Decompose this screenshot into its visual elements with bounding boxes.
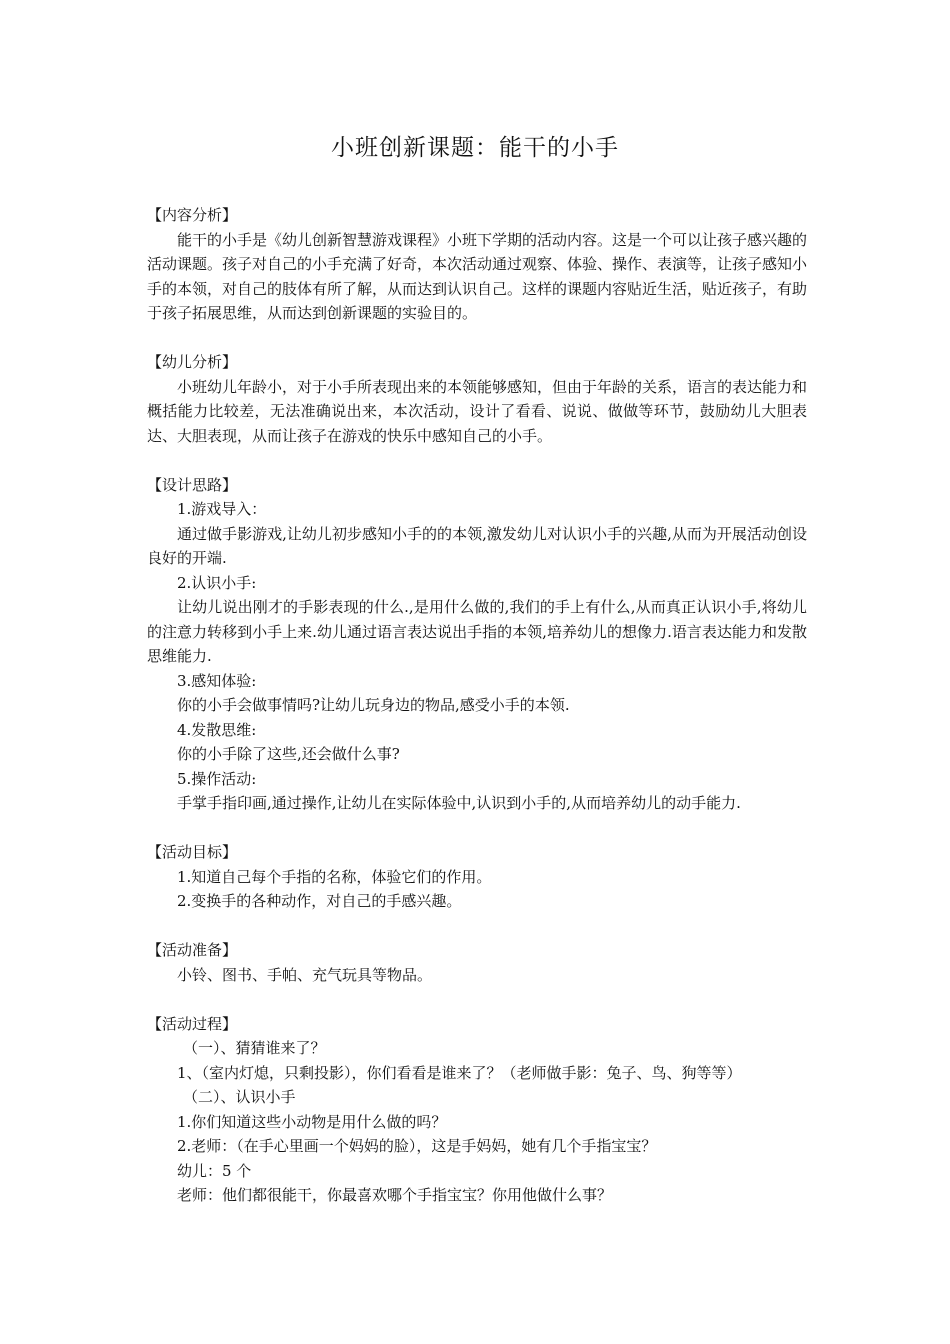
process-line: 1.你们知道这些小动物是用什么做的吗？: [177, 1112, 447, 1131]
section-heading: 【活动目标】: [147, 843, 238, 861]
design-item-label: 2.认识小手:: [177, 573, 257, 592]
section-heading: 【设计思路】: [147, 475, 238, 494]
page-title: 小班创新课题：能干的小手: [331, 135, 619, 161]
process-line: （一）、猜猜谁来了？: [183, 1039, 326, 1057]
design-item-label: 4.发散思维:: [177, 720, 257, 739]
section-design: [147, 473, 807, 816]
section-heading: 【内容分析】: [147, 206, 238, 224]
design-item-label: 5.操作活动:: [177, 769, 257, 788]
section-heading: 【活动准备】: [147, 941, 238, 959]
process-line: 1、（室内灯熄，只剩投影），你们看看是谁来了？（老师做手影：兔子、鸟、狗等等）: [177, 1063, 742, 1082]
design-item-label: 1.游戏导入：: [177, 500, 267, 518]
design-item-text: 你的小手除了这些,还会做什么事?: [177, 745, 400, 763]
section-heading: 【活动过程】: [147, 1014, 238, 1033]
section-paragraph: 能干的小手是《幼儿创新智慧游戏课程》小班下学期的活动内容。这是一个可以让孩子感兴趣的活动课题。孩子对自己的小手充满了好奇，本次活动通过观察、体验、操作、表演等，让孩子感知小手的本领，对自己的肢体有所了解，从而达到认识自己。这样的课题内容贴近生活，贴近孩子，有助于孩子拓展思维，从而达到创新课题的实验目的。: [147, 230, 808, 322]
process-line: 老师：他们都很能干，你最喜欢哪个手指宝宝？你用他做什么事？: [177, 1186, 613, 1204]
design-item-label: 3.感知体验:: [177, 671, 257, 690]
process-line: （二）、认识小手: [183, 1088, 296, 1106]
design-item-text: 你的小手会做事情吗?让幼儿玩身边的物品,感受小手的本领.: [177, 696, 570, 714]
section-goals: [147, 840, 807, 914]
goal-item: 2.变换手的各种动作，对自己的手感兴趣。: [177, 892, 462, 910]
section-preparation: [147, 938, 807, 987]
section-paragraph: 小班幼儿年龄小，对于小手所表现出来的本领能够感知，但由于年龄的关系，语言的表达能力和概括能力比较差，无法准确说出来，本次活动，设计了看看、说说、做做等环节，鼓励幼儿大胆表达、大胆表现，从而让孩子在游戏的快乐中感知自己的小手。: [147, 377, 808, 445]
section-process: [147, 1012, 807, 1208]
section-content-analysis: [147, 203, 807, 326]
design-item-text: 手掌手指印画,通过操作,让幼儿在实际体验中,认识到小手的,从而培养幼儿的动手能力.: [177, 794, 741, 812]
preparation-text: 小铃、图书、手帕、充气玩具等物品。: [177, 965, 433, 984]
goal-item: 1.知道自己每个手指的名称，体验它们的作用。: [177, 867, 492, 886]
section-child-analysis: [147, 350, 807, 448]
section-heading: 【幼儿分析】: [147, 353, 238, 371]
process-line: 2.老师：（在手心里画一个妈妈的脸），这是手妈妈，她有几个手指宝宝？: [177, 1137, 657, 1155]
design-item-text: 通过做手影游戏,让幼儿初步感知小手的的本领,激发幼儿对认识小手的兴趣,从而为开展活动创设良好的开端.: [147, 524, 807, 567]
process-line: 幼儿：5 个: [177, 1161, 252, 1180]
design-item-text: 让幼儿说出刚才的手影表现的什么.,是用什么做的,我们的手上有什么,从而真正认识小手,将幼儿的注意力转移到小手上来.幼儿通过语言表达说出手指的本领,培养幼儿的想像力.语言表达能力和发散思维能力.: [147, 598, 807, 665]
document-body: [147, 203, 807, 1208]
